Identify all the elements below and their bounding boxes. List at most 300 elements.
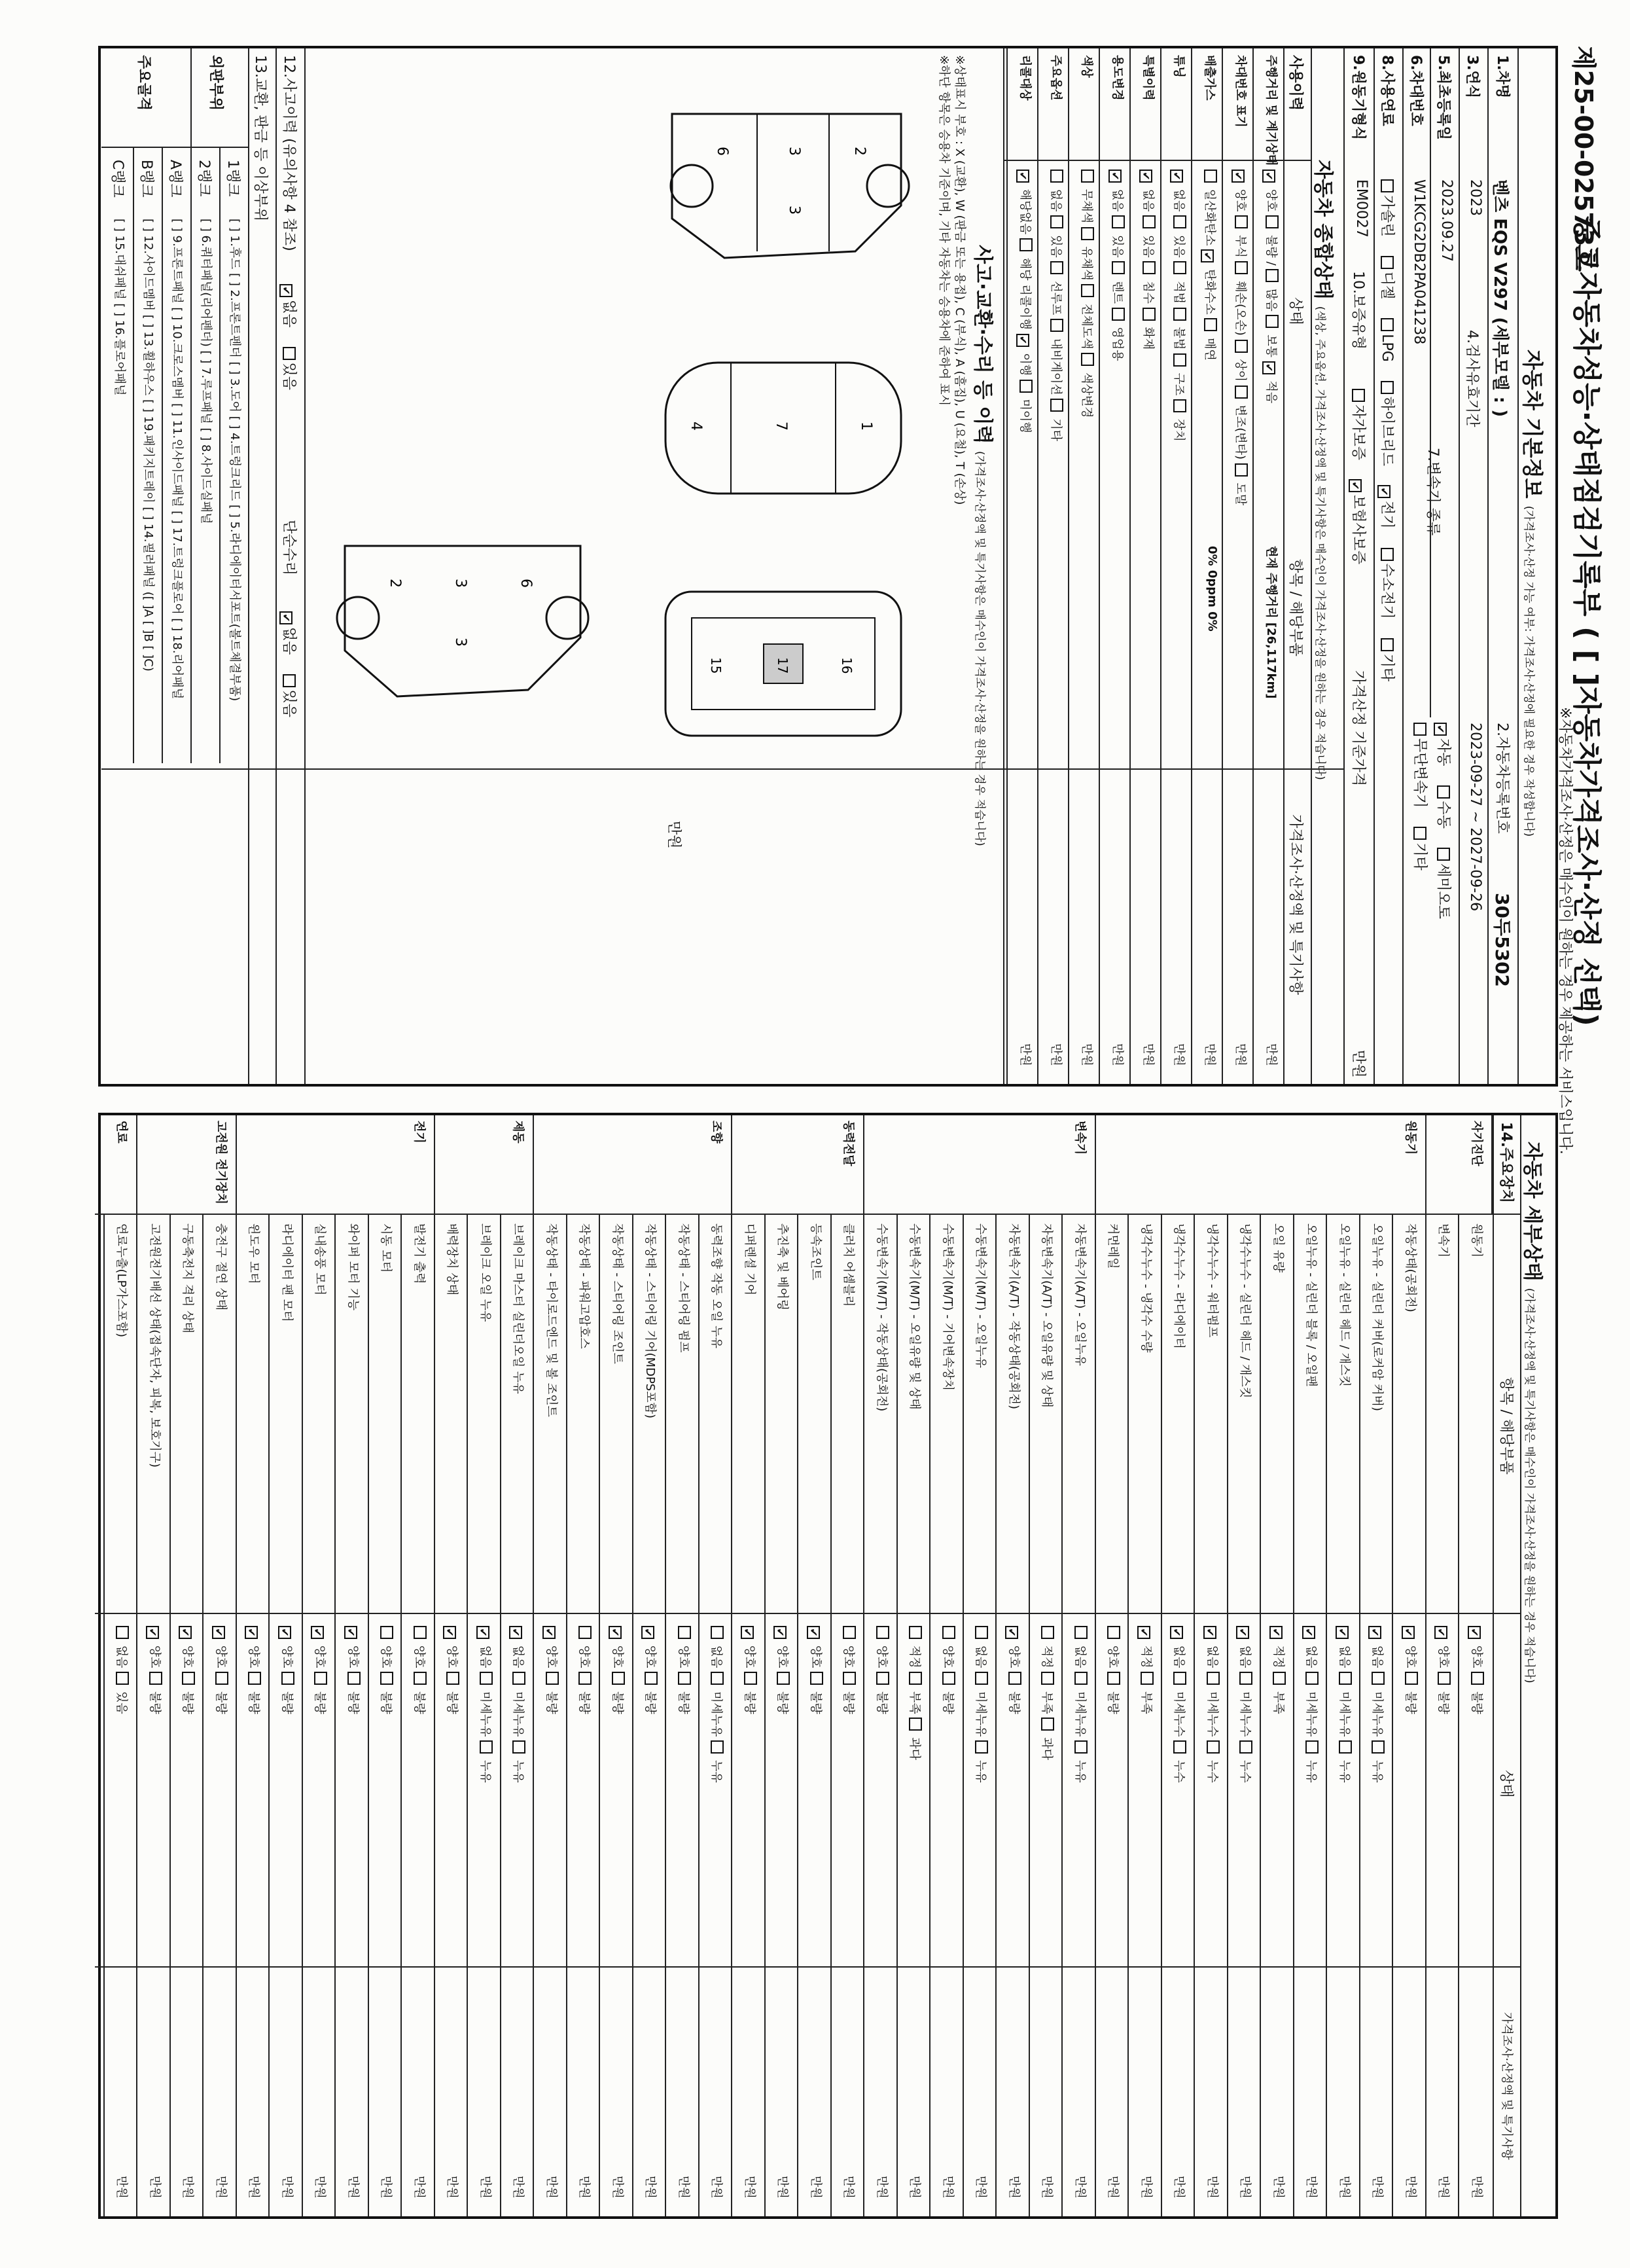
row-divider <box>1095 1214 1096 2216</box>
checkbox <box>744 1672 757 1685</box>
checkbox <box>711 1740 724 1754</box>
checkbox <box>116 1626 130 1639</box>
detail-state: ✔ 양호 불량 <box>774 1626 792 1714</box>
checkbox <box>1074 1740 1088 1754</box>
model-year-label: 3.연식 <box>1464 55 1480 99</box>
transmission-options-2: 무단변속기 기타 <box>1411 723 1431 885</box>
checkbox <box>843 1626 857 1639</box>
overall-row-options: ✔ 양호 불량 / 많음 보통 ✔ 적음 <box>1262 170 1281 403</box>
detail-state: ✔ 양호 불량 <box>1005 1626 1023 1714</box>
detail-state: ✔ 양호 불량 <box>311 1626 330 1714</box>
checkbox <box>444 1626 457 1639</box>
detail-state: ✔ 없음 미세누유 누유 <box>1336 1626 1354 1783</box>
svg-text:4: 4 <box>688 422 704 431</box>
row-divider <box>798 1214 799 2216</box>
checkbox <box>513 1672 526 1685</box>
checkbox <box>212 1626 225 1639</box>
checkbox <box>249 1672 262 1685</box>
checkbox <box>711 1626 724 1639</box>
checkbox <box>1173 215 1186 228</box>
detail-group-label: 자기진단 <box>1470 1121 1483 1166</box>
checkbox <box>183 1672 196 1685</box>
warranty-options: 자가보증 ✔보험사보증 <box>1349 389 1370 579</box>
row-divider <box>632 1214 633 2216</box>
checkbox <box>546 1672 559 1685</box>
checkbox <box>1204 170 1217 183</box>
overall-row-detail: 0% 0ppm 0% <box>1205 546 1219 632</box>
row-divider <box>335 1214 336 2216</box>
detail-unit: 만원 <box>115 2176 129 2199</box>
detail-unit: 만원 <box>1172 2176 1186 2199</box>
detail-state: 없음 미세누유 누유 <box>974 1626 991 1783</box>
price-unit: 만원 <box>1350 1050 1366 1078</box>
checkbox <box>1207 1740 1220 1754</box>
detail-state: 양호 불량 <box>842 1626 859 1714</box>
rankC-label: C랭크 <box>109 160 126 198</box>
checkbox <box>1240 1672 1253 1685</box>
detail-unit: 만원 <box>1338 2176 1351 2199</box>
detail-state: 없음 있음 <box>115 1626 132 1714</box>
detail-item: 클러치 어셈블리 <box>842 1223 856 1307</box>
detail-heading: 자동차 세부상태 (가격조사·산정액 및 특기사항은 매수인이 가격조사·산정을 원하는 경우 적습니다) <box>1521 1142 1544 1683</box>
detail-item: 작동상태(공회전) <box>1404 1223 1417 1312</box>
checkbox <box>976 1626 989 1639</box>
checkbox <box>510 1626 523 1639</box>
row-divider <box>467 1214 469 2216</box>
detail-unit: 만원 <box>974 2176 988 2199</box>
detail-state: ✔ 없음 미세누수 누수 <box>1203 1626 1222 1783</box>
checkbox <box>1074 1626 1088 1639</box>
svg-text:3: 3 <box>786 147 802 156</box>
document-number: 제25-00-02573호 <box>1569 46 1598 270</box>
detail-state: ✔ 없음 미세누유 누유 <box>1303 1626 1321 1783</box>
detail-item: 작동상태 - 스티어링 기어(MDPS포함) <box>643 1223 658 1419</box>
checkbox <box>942 1626 955 1639</box>
checkbox <box>1262 361 1275 374</box>
overall-row-unit: 만원 <box>1141 1043 1155 1066</box>
car-name-value: 벤츠 EQS V297 (세부모델 : ) <box>1490 179 1510 418</box>
row-divider <box>1227 1214 1228 2216</box>
rankB-label: B랭크 <box>138 160 154 198</box>
detail-item: 충전구 절연 상태 <box>214 1223 228 1311</box>
overall-row-unit: 만원 <box>1110 1043 1124 1066</box>
checkbox <box>476 1626 489 1639</box>
detail-state: 양호 불량 <box>412 1626 429 1714</box>
detail-item: 작동상태 - 스티어링 펌프 <box>677 1223 690 1353</box>
row-divider <box>896 1214 898 2216</box>
row-divider <box>963 1214 964 2216</box>
checkbox <box>146 1626 159 1639</box>
detail-state: ✔ 양호 불량 <box>245 1626 264 1714</box>
detail-state: ✔ 양호 불량 <box>542 1626 561 1714</box>
checkbox <box>1081 353 1094 366</box>
detail-unit: 만원 <box>611 2176 624 2199</box>
detail-unit: 만원 <box>1271 2176 1285 2199</box>
checkbox <box>1008 1672 1021 1685</box>
simple-repair-options: ✔없음 있음 <box>279 611 300 732</box>
checkbox <box>1303 1626 1316 1639</box>
detail-item: 수동변속기(M/T) - 오일유량 및 상태 <box>908 1223 922 1410</box>
model-year-value: 2023 <box>1467 179 1483 216</box>
detail-state: ✔ 양호 불량 <box>344 1626 363 1714</box>
checkbox <box>1405 1672 1418 1685</box>
rank2-label: 2랭크 <box>196 160 212 197</box>
checkbox <box>642 1626 655 1639</box>
engine-type-label: 9.원동기형식 <box>1350 55 1366 140</box>
checkbox <box>1336 1626 1349 1639</box>
row-divider <box>732 1214 733 2216</box>
checkbox <box>1372 1740 1385 1754</box>
detail-item: 냉각수누수 - 냉각수 수량 <box>1139 1223 1153 1353</box>
row-divider <box>1326 1214 1328 2216</box>
overall-col-items: 항목 / 해당부품 <box>1287 559 1303 657</box>
detail-item: 시동 모터 <box>379 1223 393 1273</box>
checkbox <box>645 1672 658 1685</box>
detail-state: ✔ 양호 불량 <box>179 1626 198 1714</box>
checkbox <box>1369 1626 1382 1639</box>
inspection-period-value: 2023-09-27 ~ 2027-09-26 <box>1467 723 1483 912</box>
checkbox <box>1266 269 1279 282</box>
checkbox <box>807 1626 820 1639</box>
detail-state: 없음 미세누유 누유 <box>1072 1626 1090 1783</box>
detail-unit: 만원 <box>775 2176 790 2199</box>
reg-no-label: 2.자동차등록번호 <box>1494 723 1510 834</box>
detail-unit: 만원 <box>412 2176 426 2199</box>
first-reg-value: 2023.09.27 <box>1438 179 1455 262</box>
detail-unit: 만원 <box>908 2176 922 2199</box>
row-divider <box>269 1214 270 2216</box>
detail-group-label: 원동기 <box>1404 1121 1417 1155</box>
checkbox <box>609 1626 622 1639</box>
detail-unit: 만원 <box>643 2176 658 2199</box>
checkbox <box>414 1672 427 1685</box>
detail-unit: 만원 <box>1370 2176 1385 2199</box>
group-divider <box>732 1115 733 1214</box>
detail-item: 연료누출(LP가스포함) <box>115 1223 129 1338</box>
checkbox <box>1235 340 1248 353</box>
overall-col-price: 가격조사·산정액 및 특기사항 <box>1287 814 1303 996</box>
row-divider <box>1037 48 1038 1084</box>
right-panel <box>98 1113 1558 2219</box>
row-divider <box>434 1214 435 2216</box>
detail-state: 양호 불량 <box>940 1626 957 1714</box>
detail-col-state: 상태 <box>1498 1770 1514 1798</box>
overall-row-label: 리콜대상 <box>1018 55 1032 101</box>
checkbox <box>910 1626 923 1639</box>
checkbox <box>414 1626 427 1639</box>
checkbox <box>1019 380 1033 393</box>
checkbox <box>1173 399 1186 412</box>
group-divider <box>533 1115 535 1214</box>
svg-text:3: 3 <box>452 579 469 588</box>
checkbox <box>149 1672 162 1685</box>
outer-panel-label: 외판부위 <box>207 55 224 111</box>
detail-item: 오일누유 - 실린더 헤드 / 개스킷 <box>1338 1223 1351 1387</box>
row-divider <box>1129 48 1131 1084</box>
checkbox <box>843 1672 857 1685</box>
row-divider <box>1425 1214 1426 2216</box>
overall-row-unit: 만원 <box>1203 1043 1216 1066</box>
checkbox <box>480 1740 493 1754</box>
checkbox <box>311 1626 325 1639</box>
detail-unit: 만원 <box>809 2176 823 2199</box>
detail-unit: 만원 <box>1436 2176 1451 2199</box>
row-divider <box>533 1214 535 2216</box>
checkbox <box>810 1672 823 1685</box>
overall-col-state: 상태 <box>1287 297 1303 325</box>
overall-row-label: 용도변경 <box>1110 55 1124 101</box>
row-divider <box>930 1214 931 2216</box>
overall-row-label: 색상 <box>1080 55 1093 78</box>
detail-unit: 만원 <box>445 2176 459 2199</box>
row-divider <box>830 1214 832 2216</box>
overall-col-usage: 사용이력 <box>1287 55 1303 111</box>
detail-item: 자동변속기(A/T) - 오일유량 및 상태 <box>1040 1223 1054 1408</box>
checkbox <box>1108 170 1122 183</box>
inspection-period-label: 4.검사유효기간 <box>1464 330 1480 427</box>
rankA-parts: [ ] 9.프론트패널 [ ] 10.크로스멤버 [ ] 11.인사이드패널 [ ] 17.트렁크플로어 [ ] 18.리어패널 <box>170 219 184 700</box>
checkbox <box>1081 170 1094 183</box>
row-divider <box>698 1214 700 2216</box>
checkbox <box>774 1626 787 1639</box>
checkbox <box>741 1626 754 1639</box>
checkbox <box>1173 308 1186 321</box>
detail-item: 작동상태 - 스티어링 조인트 <box>611 1223 624 1364</box>
detail-item: 수동변속기(M/T) - 작동상태(공회전) <box>875 1223 889 1412</box>
row-divider <box>302 1214 303 2216</box>
checkbox <box>1231 170 1245 183</box>
rankB-parts: [ ] 12.사이드멤버 [ ] 13.휠하우스 [ ] 19.패키지트레이 [ ] 14.필러패널 ([ ]A [ ]B [ ]C) <box>141 219 155 672</box>
row-divider <box>1062 1214 1063 2216</box>
checkbox <box>876 1672 889 1685</box>
car-top-diagram <box>646 323 921 533</box>
checkbox <box>281 1672 294 1685</box>
detail-state: ✔ 양호 불량 <box>1435 1626 1453 1714</box>
detail-item: 추진축 및 베어링 <box>775 1223 790 1311</box>
row-divider <box>1222 48 1223 1084</box>
first-reg-label: 5.최초등록일 <box>1435 55 1451 140</box>
detail-item: 수동변속기(M/T) - 기어변속장치 <box>941 1223 955 1391</box>
checkbox <box>1137 1626 1150 1639</box>
detail-item: 동력조향 작동 오일 누유 <box>709 1223 724 1349</box>
detail-item: 커먼레일 <box>1106 1223 1120 1269</box>
group-divider <box>236 1115 237 1214</box>
transmission-options: ✔자동 수동 세미오토 <box>1434 723 1455 933</box>
detail-unit: 만원 <box>941 2176 955 2199</box>
checkbox <box>711 1672 724 1685</box>
checkbox <box>1173 353 1186 367</box>
detail-state: ✔ 양호 불량 <box>212 1626 230 1714</box>
engine-type-value: EM0027 <box>1353 179 1370 238</box>
checkbox <box>1016 334 1029 347</box>
checkbox <box>1170 170 1183 183</box>
detail-item: 실내송풍 모터 <box>313 1223 327 1296</box>
detail-unit: 만원 <box>346 2176 360 2199</box>
detail-group-label: 조향 <box>709 1121 724 1143</box>
detail-state: ✔ 양호 불량 <box>444 1626 462 1714</box>
detail-item: 오일누유 - 실린더 블록 / 오일팬 <box>1304 1223 1319 1387</box>
transmission-label: 7.변속기 종류 <box>1425 448 1441 536</box>
checkbox <box>777 1672 790 1685</box>
detail-unit: 만원 <box>1073 2176 1087 2199</box>
fuel-label: 8.사용연료 <box>1379 55 1395 126</box>
overall-row-label: 차대번호 표기 <box>1233 55 1247 128</box>
checkbox <box>1112 215 1125 228</box>
checkbox <box>1108 1626 1121 1639</box>
detail-unit: 만원 <box>842 2176 856 2199</box>
detail-state: ✔ 없음 미세누유 누유 <box>476 1626 495 1783</box>
accident-heading: 사고·교환·수리 등 이력 (가격조사·산정액 및 특기사항은 매수인이 가격조사·산정을 원하는 경우 적습니다) <box>971 245 994 846</box>
checkbox <box>1108 1672 1121 1685</box>
detail-group-label: 동력전달 <box>842 1121 856 1166</box>
row-divider <box>137 1214 138 2216</box>
checkbox <box>976 1672 989 1685</box>
checkbox <box>910 1672 923 1685</box>
detail-state: 양호 불량 <box>874 1626 891 1714</box>
detail-unit: 만원 <box>709 2176 724 2199</box>
accident-history-options: ✔없음 있음 <box>279 284 300 405</box>
checkbox <box>1050 261 1063 274</box>
checkbox <box>1081 284 1094 297</box>
checkbox <box>1016 170 1029 183</box>
detail-col-device: 14.주요장치 <box>1498 1122 1514 1203</box>
rank1-parts: [ ] 1.후드 [ ] 2.프론트펜더 [ ] 3.도어 [ ] 4.트렁크리드 [ ] 5.라디에이터서포트(볼트체결부품) <box>228 219 241 702</box>
checkbox <box>910 1718 923 1731</box>
detail-item: 고전원전기배선 상태(접속단자, 피복, 보호기구) <box>148 1223 162 1468</box>
detail-unit: 만원 <box>1404 2176 1417 2199</box>
detail-state: ✔ 양호 불량 <box>146 1626 164 1714</box>
group-divider <box>1491 1115 1493 1214</box>
checkbox <box>1306 1672 1319 1685</box>
svg-text:2: 2 <box>387 579 403 588</box>
checkbox <box>1235 215 1248 228</box>
detail-item: 냉각수누수 - 실린더 헤드 / 개스킷 <box>1238 1223 1252 1399</box>
checkbox <box>1372 1672 1385 1685</box>
detail-item: 작동상태 - 파워고압호스 <box>577 1223 592 1349</box>
detail-unit: 만원 <box>1106 2176 1120 2199</box>
checkbox <box>1273 1672 1286 1685</box>
detail-state: 양호 불량 <box>379 1626 396 1714</box>
car-frame-diagram <box>646 566 921 762</box>
row-divider <box>1128 1214 1129 2216</box>
detail-unit: 만원 <box>379 2176 393 2199</box>
row-divider <box>599 1214 601 2216</box>
detail-item: 자동변속기(A/T) - 작동상태(공회전) <box>1007 1223 1021 1410</box>
warranty-label: 10.보증유형 <box>1350 271 1366 350</box>
detail-state: ✔ 없음 미세누유 누유 <box>510 1626 528 1783</box>
svg-text:6: 6 <box>714 147 730 156</box>
row-divider <box>103 1214 105 2216</box>
overall-row-options: ✔ 양호 부식 훼손(오손) 상이 변조(변타) 도말 <box>1231 170 1250 505</box>
checkbox <box>513 1740 526 1754</box>
checkbox <box>1019 238 1033 251</box>
detail-unit: 만원 <box>247 2176 261 2199</box>
detail-state: ✔ 양호 불량 <box>642 1626 660 1714</box>
checkbox <box>1050 399 1063 412</box>
checkbox <box>1143 215 1156 228</box>
detail-item: 변속기 <box>1436 1223 1451 1258</box>
car-side-right-diagram <box>319 507 607 729</box>
checkbox <box>976 1740 989 1754</box>
checkbox <box>678 1672 691 1685</box>
row-divider <box>236 1214 237 2216</box>
group-divider <box>864 1115 865 1214</box>
checkbox <box>447 1672 460 1685</box>
row-divider <box>1161 1214 1162 2216</box>
checkbox <box>1266 215 1279 228</box>
detail-item: 냉각수누수 - 워터펌프 <box>1205 1223 1219 1338</box>
overall-row-unit: 만원 <box>1233 1043 1247 1066</box>
detail-state: ✔ 없음 미세누수 누수 <box>1171 1626 1189 1783</box>
detail-unit: 만원 <box>1205 2176 1219 2199</box>
row-divider <box>864 1214 865 2216</box>
checkbox <box>480 1672 493 1685</box>
detail-unit: 만원 <box>1139 2176 1153 2199</box>
checkbox <box>1143 308 1156 321</box>
overall-row-label: 배출가스 <box>1203 55 1216 101</box>
detail-unit: 만원 <box>313 2176 327 2199</box>
detail-state: ✔ 양호 불량 <box>609 1626 627 1714</box>
row-divider <box>169 1214 171 2216</box>
overall-row-options: ✔ 없음 있음 적법 불법 구조 장치 <box>1170 170 1188 442</box>
detail-state: ✔ 적정 부족 <box>1269 1626 1288 1714</box>
detail-unit: 만원 <box>214 2176 228 2199</box>
price-base-label: 가격산정 기준가격 <box>1350 670 1366 787</box>
svg-text:6: 6 <box>518 579 534 588</box>
checkbox <box>678 1626 691 1639</box>
group-divider <box>137 1115 138 1214</box>
checkbox <box>1112 261 1125 274</box>
checkbox <box>1235 261 1248 274</box>
checkbox <box>1402 1626 1415 1639</box>
checkbox <box>1141 1672 1154 1685</box>
group-divider <box>434 1115 435 1214</box>
detail-item: 브레이크 마스터 실린더오일 누유 <box>511 1223 525 1394</box>
checkbox <box>1204 318 1217 331</box>
checkbox <box>1339 1740 1352 1754</box>
detail-unit: 만원 <box>1007 2176 1021 2199</box>
group-divider <box>1095 1115 1096 1214</box>
detail-unit: 만원 <box>577 2176 592 2199</box>
overall-row-unit: 만원 <box>1264 1043 1278 1066</box>
detail-unit: 만원 <box>1304 2176 1319 2199</box>
overall-row-options: ✔ 없음 있음 침수 화재 <box>1139 170 1158 350</box>
checkbox <box>1050 170 1063 183</box>
rankA-label: A랭크 <box>167 160 183 198</box>
overall-heading: 자동차 종합상태 (색상, 주요옵션, 가격조사·산정액 및 특기사항은 매수인이 가격조사·산정을 원하는 경우 적습니다) <box>1311 160 1334 780</box>
svg-text:1: 1 <box>858 422 874 431</box>
svg-text:3: 3 <box>786 206 802 215</box>
checkbox <box>1173 261 1186 274</box>
fuel-options: 가솔린 디젤 LPG 하이브리드 ✔전기 수소전기 기타 <box>1377 179 1398 696</box>
row-divider <box>1191 48 1192 1084</box>
overall-row-detail: 현재 주행거리 [26,117km] <box>1264 546 1278 699</box>
overall-row-label: 특별이력 <box>1141 55 1155 101</box>
checkbox <box>1112 308 1125 321</box>
row-divider <box>1160 48 1161 1084</box>
row-divider <box>500 1214 501 2216</box>
detail-unit: 만원 <box>181 2176 195 2199</box>
checkbox <box>1042 1718 1055 1731</box>
row-divider <box>1099 48 1100 1084</box>
vin-value: W1KCG2DB2PA041238 <box>1411 179 1427 345</box>
detail-state: 양호 불량 <box>1106 1626 1123 1714</box>
checkbox <box>344 1626 357 1639</box>
form-note: ※자동차가격조사·산정은 매수인이 원하는 경우 제공하는 서비스입니다. <box>1557 707 1573 1155</box>
checkbox <box>1042 1672 1055 1685</box>
checkbox <box>1050 215 1063 228</box>
detail-unit: 만원 <box>544 2176 558 2199</box>
